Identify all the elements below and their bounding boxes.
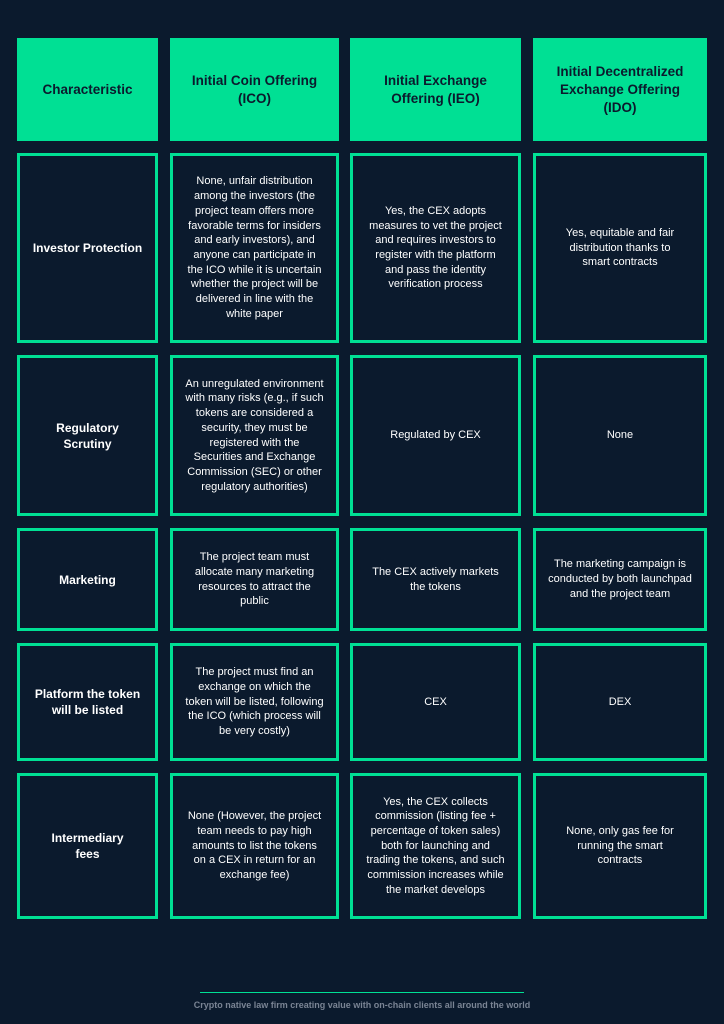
header-ieo: Initial Exchange Offering (IEO) (350, 38, 521, 141)
row-label-investor-protection: Investor Protection (17, 153, 158, 343)
cell-ieo-investor-protection: Yes, the CEX adopts measures to vet the project and requires investors to register with the platform and pass the identity verification process (350, 153, 521, 343)
cell-ido-investor-protection: Yes, equitable and fair distribution thanks to smart contracts (533, 153, 707, 343)
cell-ido-regulatory-scrutiny: None (533, 355, 707, 516)
header-characteristic: Characteristic (17, 38, 158, 141)
row-label-regulatory-scrutiny: Regulatory Scrutiny (17, 355, 158, 516)
cell-ieo-platform-listed: CEX (350, 643, 521, 761)
cell-ieo-regulatory-scrutiny: Regulated by CEX (350, 355, 521, 516)
header-ido: Initial Decentralized Exchange Offering (IDO) (533, 38, 707, 141)
cell-ido-platform-listed: DEX (533, 643, 707, 761)
cell-ico-platform-listed: The project must find an exchange on which the token will be listed, following the ICO (which process will be very costly) (170, 643, 339, 761)
cell-ieo-intermediary-fees: Yes, the CEX collects commission (listing fee + percentage of token sales) both for launching and trading the tokens, and such commission increases while the market develops (350, 773, 521, 919)
cell-ico-intermediary-fees: None (However, the project team needs to pay high amounts to list the tokens on a CEX in return for an exchange fee) (170, 773, 339, 919)
cell-ico-marketing: The project team must allocate many marketing resources to attract the public (170, 528, 339, 631)
row-label-platform-listed: Platform the token will be listed (17, 643, 158, 761)
row-label-intermediary-fees: Intermediary fees (17, 773, 158, 919)
footer-divider (200, 992, 524, 993)
header-ico: Initial Coin Offering (ICO) (170, 38, 339, 141)
row-label-marketing: Marketing (17, 528, 158, 631)
cell-ido-marketing: The marketing campaign is conducted by both launchpad and the project team (533, 528, 707, 631)
footer-tagline: Crypto native law firm creating value with on-chain clients all around the world (193, 1000, 531, 1010)
cell-ico-regulatory-scrutiny: An unregulated environment with many risks (e.g., if such tokens are considered a security, they must be registered with the Securities and Exchange Commission (SEC) or other regulatory authorities) (170, 355, 339, 516)
cell-ido-intermediary-fees: None, only gas fee for running the smart contracts (533, 773, 707, 919)
cell-ieo-marketing: The CEX actively markets the tokens (350, 528, 521, 631)
cell-ico-investor-protection: None, unfair distribution among the investors (the project team offers more favorable terms for insiders and early investors), and anyone can participate in the ICO while it is uncertain whether the project will be delivered in line with the white paper (170, 153, 339, 343)
